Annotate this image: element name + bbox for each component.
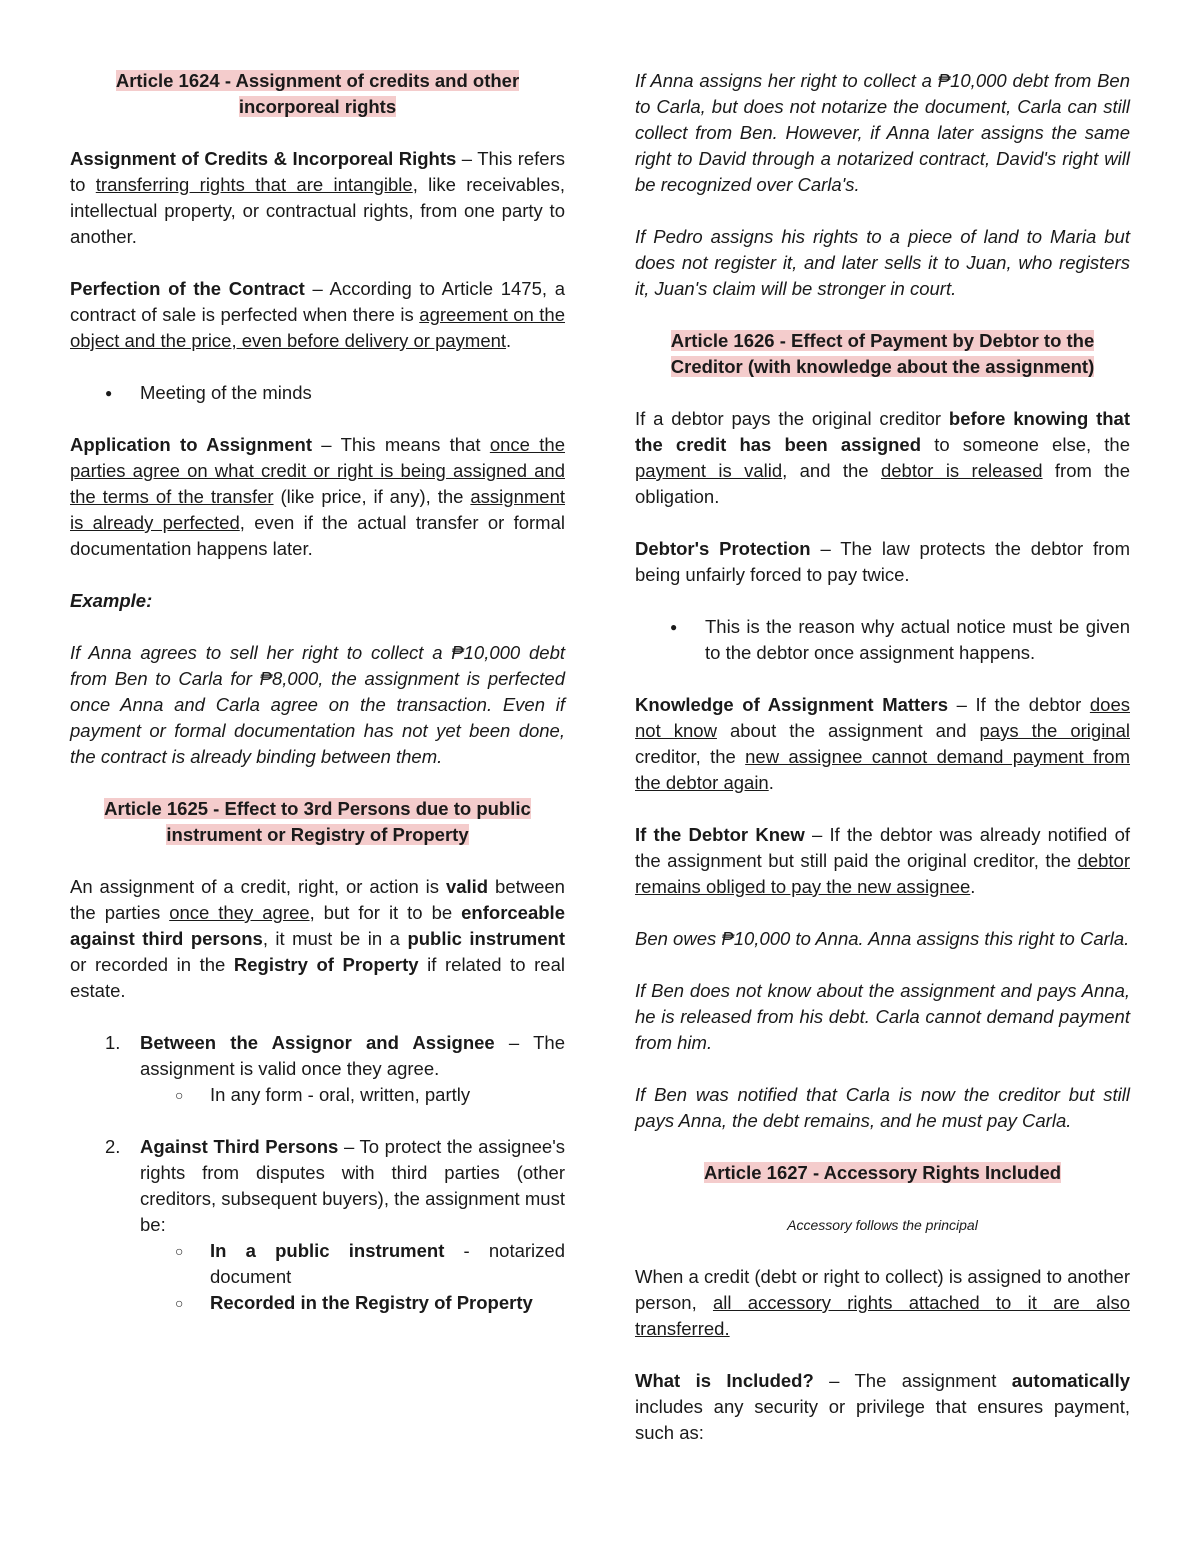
sub-list-item: ○ In a public instrument - notarized document	[70, 1238, 565, 1290]
numbered-list	[70, 1030, 565, 1316]
example-ben-unaware: If Ben does not know about the assignment and pays Anna, he is released from his debt. Carla cannot demand payment from him.	[635, 980, 1130, 1053]
list-item: ● Meeting of the minds	[70, 380, 565, 406]
paragraph-knowledge: Knowledge of Assignment Matters – If the debtor does not know about the assignment and pays the original creditor, the new assignee cannot demand payment from the debtor again.	[635, 694, 1130, 793]
heading-article-1626: Article 1626 - Effect of Payment by Debtor to the Creditor (with knowledge about the assignment)	[670, 330, 1095, 377]
heading-article-1624: Article 1624 - Assignment of credits and other incorporeal rights	[115, 70, 520, 117]
example-label: Example:	[70, 590, 153, 611]
list-item-2: 2. Against Third Persons – To protect the assignee's rights from disputes with third parties (other creditors, subsequent buyers), the assignment must be: ○ In a public instrument - notarized document ○ Recorded in the Registry of Property	[70, 1134, 565, 1316]
list-item: ● This is the reason why actual notice must be given to the debtor once assignment happens.	[635, 614, 1130, 666]
sub-list-item: ○ Recorded in the Registry of Property	[70, 1290, 565, 1316]
paragraph-debtor-protection: Debtor's Protection – The law protects the debtor from being unfairly forced to pay twice.	[635, 538, 1130, 585]
sub-list-item: ○ In any form - oral, written, partly	[70, 1082, 565, 1108]
bullet-list	[70, 380, 565, 406]
example-register: If Pedro assigns his rights to a piece of land to Maria but does not register it, and later sells it to Juan, who registers it, Juan's claim will be stronger in court.	[635, 226, 1130, 299]
paragraph-third-persons: An assignment of a credit, right, or action is valid between the parties once they agree, but for it to be enforceable against third persons, it must be in a public instrument or recorded in the Registry of Property if related to real estate.	[70, 876, 565, 1001]
example-ben-notified: If Ben was notified that Carla is now the creditor but still pays Anna, the debt remains, and he must pay Carla.	[635, 1084, 1130, 1131]
paragraph-accessory-rights: When a credit (debt or right to collect) is assigned to another person, all accessory rights attached to it are also transferred.	[635, 1266, 1130, 1339]
left-column	[70, 68, 565, 1342]
paragraph-what-included: What is Included? – The assignment automatically includes any security or privilege that ensures payment, such as:	[635, 1370, 1131, 1443]
heading-article-1627: Article 1627 - Accessory Rights Included	[703, 1162, 1062, 1183]
paragraph-application: Application to Assignment – This means that once the parties agree on what credit or right is being assigned and the terms of the transfer (like price, if any), the assignment is already perfected, even if the actual transfer or formal documentation happens later.	[70, 434, 565, 559]
paragraph-assignment-definition: Assignment of Credits & Incorporeal Rights – This refers to transferring rights that are intangible, like receivables, intellectual property, or contractual rights, from one party to another.	[70, 148, 565, 247]
paragraph-perfection: Perfection of the Contract – According to Article 1475, a contract of sale is perfected when there is agreement on the object and the price, even before delivery or payment.	[70, 278, 565, 351]
example-ben-owes: Ben owes ₱10,000 to Anna. Anna assigns this right to Carla.	[635, 928, 1130, 949]
bullet-list	[635, 614, 1130, 666]
heading-article-1625: Article 1625 - Effect to 3rd Persons due to public instrument or Registry of Property	[104, 798, 531, 845]
paragraph-debtor-pays: If a debtor pays the original creditor before knowing that the credit has been assigned to someone else, the payment is valid, and the debtor is released from the obligation.	[635, 408, 1131, 507]
right-column	[635, 68, 1130, 1446]
caption-accessory: Accessory follows the principal	[787, 1217, 978, 1233]
example-notarize: If Anna assigns her right to collect a ₱10,000 debt from Ben to Carla, but does not notarize the document, Carla can still collect from Ben. However, if Anna later assigns the same right to David through a notarized contract, David's right will be recognized over Carla's.	[635, 70, 1130, 195]
list-item-1: 1. Between the Assignor and Assignee – The assignment is valid once they agree. ○ In any form - oral, written, partly	[70, 1030, 565, 1108]
example-text: If Anna agrees to sell her right to collect a ₱10,000 debt from Ben to Carla for ₱8,000, the assignment is perfected once Anna and Carla agree on the transaction. Even if payment or formal documentation has not yet been done, the contract is already binding between them.	[70, 642, 565, 767]
paragraph-debtor-knew: If the Debtor Knew – If the debtor was already notified of the assignment but still paid the original creditor, the debtor remains obliged to pay the new assignee.	[635, 824, 1131, 897]
